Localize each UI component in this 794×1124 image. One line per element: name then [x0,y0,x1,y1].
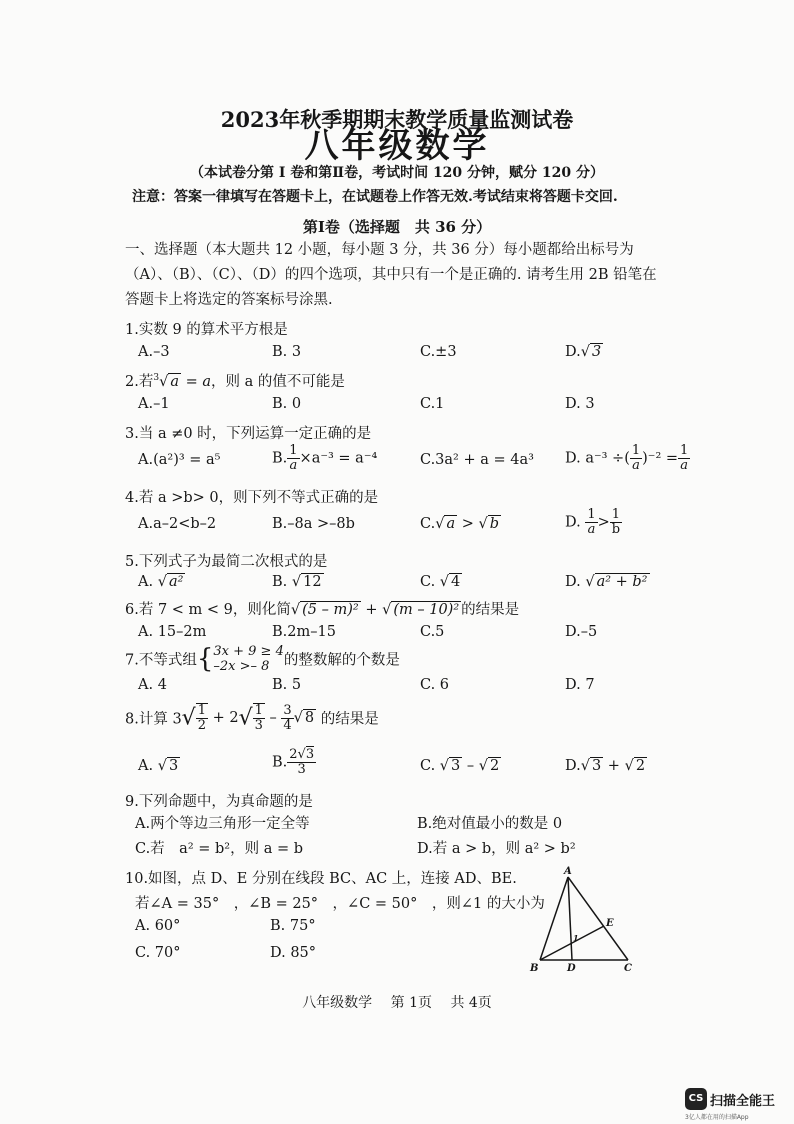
q2-stem-suffix: ，则 a 的值不可能是 [211,374,345,390]
q2-eq: = a [180,374,211,390]
q2-option-c: C.1 [420,396,445,412]
q5-option-a [138,574,185,590]
sqrt-sign: √ [238,705,253,731]
q8-d-radicand2: 2 [635,758,646,774]
page-footer: 八年级数学 第 1页 共 4页 [302,995,492,1011]
q4-option-c [420,516,501,532]
label-e: E [606,918,614,929]
sqrt-sign: √ (m – 10)² [382,602,460,618]
q7-stem-prefix: 7.不等式组 [125,652,197,669]
denominator: 3 [254,718,263,733]
numerator: 1 [587,507,596,522]
q6-option-d: D.–5 [565,624,598,640]
q3-d-fraction2 [678,444,690,473]
q4-c-op: > [457,516,479,532]
denominator: a [587,522,596,537]
q7-system [213,644,283,674]
q8-d-op: + [603,758,625,774]
q8-d-prefix: D. [565,758,581,774]
scanner-badge [685,1088,776,1121]
numerator: 1 [631,443,641,458]
q8-stem-suffix: 的结果是 [316,711,379,728]
q8-option-b [272,748,316,777]
q8-c-prefix: C. [420,758,440,774]
q6-plus: + [360,602,383,618]
q3-option-b [272,444,377,473]
q7-option-d: D. 7 [565,677,595,693]
q3-b-prefix: B. [272,450,288,467]
q1-d-radicand: 3 [591,344,602,360]
edge-ac [568,877,628,960]
q5-option-b [272,574,324,590]
sqrt-sign: √ 3 [439,758,461,774]
numerator: 3 [283,702,292,718]
q8-stem [125,703,379,733]
q3-d-fraction1 [630,444,642,473]
q2-option-d: D. 3 [565,396,595,412]
q7-line2: –2x >– 8 [213,659,270,674]
sqrt-sign: √ 2 [624,758,646,774]
q8-radicand3: 8 [304,710,315,726]
q5-a-prefix: A. [138,574,158,590]
q8-option-c [420,758,501,774]
q4-stem: 4.若 a >b> 0，则下列不等式正确的是 [125,490,379,506]
sqrt-sign: √ 3 [580,344,602,360]
q6-radicand2: (m – 10)² [393,602,460,618]
sqrt-sign: √ (5 – m)² [290,602,359,618]
q8-b-fraction [287,748,316,777]
part1-title: 第Ⅰ卷（选择题 共 36 分） [302,218,492,236]
q8-a-radicand: 3 [168,758,179,774]
sqrt-sign: √ a [159,374,179,390]
exam-title: 2023年秋季期期末教学质量监测试卷 [220,107,574,132]
q2-stem [125,370,345,391]
q1-option-c: C.±3 [420,344,457,360]
scanner-name: 扫描全能王 [710,1093,776,1109]
denominator: a [289,458,298,473]
numerator: 1 [680,443,689,458]
brace-icon: { [196,644,214,674]
q7-stem-suffix: 的整数解的个数是 [283,652,400,669]
q8-c-op: – [462,758,479,774]
q8-a-prefix: A. [138,758,158,774]
q2-stem-prefix: 2.若 [125,374,154,390]
q10-stem-line1: 10.如图，点 D、E 分别在线段 BC、AC 上，连接 AD、BE. [125,871,517,887]
q8-option-d [565,758,647,774]
q7-option-a: A. 4 [138,677,167,693]
q5-option-d [565,574,650,590]
sqrt-sign: √ [181,705,196,731]
q4-d-fraction1 [585,508,597,537]
q6-radicand1: (5 – m)² [302,602,359,618]
q6-stem-suffix: 的结果是 [461,602,520,618]
q7-stem [125,644,400,674]
q5-c-radicand: 4 [451,574,461,590]
sqrt-sign: √3 [297,747,315,762]
scanner-tagline: 3亿人都在用的扫描App [685,1114,749,1121]
q5-a-radicand: a² [168,574,184,590]
q8-b-prefix: B. [272,754,288,771]
label-d: D [567,963,576,974]
q6-option-b: B.2m–15 [272,624,336,640]
q8-c-radicand1: 3 [451,758,461,774]
q10-option-b: B. 75° [270,918,316,934]
sqrt-sign: √ a² + b² [585,574,648,590]
numerator: 1 [610,508,622,523]
q7-option-c: C. 6 [420,677,450,693]
q6-option-a: A. 15–2m [138,624,207,640]
q10-triangle-figure [520,860,650,978]
numerator: 1 [254,703,263,718]
q8-fraction3 [281,704,293,733]
q4-d-prefix: D. [565,514,581,531]
q5-b-prefix: B. [272,574,292,590]
q3-stem: 3.当 a ≠0 时，下列运算一定正确的是 [125,426,372,442]
q10-option-c: C. 70° [135,945,181,961]
q3-b-rest: ×a⁻³ = a⁻⁴ [299,450,378,467]
denominator: 3 [297,762,306,777]
sqrt-sign: √ a [435,516,456,532]
scanner-logo-icon: CS [685,1088,707,1110]
q1-d-prefix: D. [565,344,581,360]
numerator: 1 [289,443,298,458]
q4-option-d [565,508,622,537]
q4-option-a: A.a–2<b–2 [138,516,217,532]
exam-subtitle: （本试卷分第 I 卷和第Ⅱ卷，考试时间 120 分钟，赋分 120 分） [189,165,605,181]
q8-b-num-radicand: 3 [305,747,315,762]
sqrt-sign: √ 2 [478,758,500,774]
q2-root-index: 3 [153,373,160,384]
q8-mid1: + 2 [207,710,239,726]
q3-option-a: A.(a²)³ = a⁵ [138,452,221,468]
q9-option-a: A.两个等边三角形一定全等 [135,816,310,832]
q5-b-radicand: 12 [303,574,322,590]
q3-d-prefix: D. a⁻³ ÷( [565,450,630,467]
q4-option-b: B.–8a >–8b [272,516,355,532]
q6-stem-prefix: 6.若 7 < m < 9，则化简 [125,602,291,618]
q5-option-c [420,574,462,590]
sqrt-sign: √ 12 [291,574,322,590]
denominator: b [611,522,621,537]
sqrt-sign: √ a² [157,574,184,590]
q8-fraction2 [253,703,265,733]
q8-stem-prefix: 8.计算 3 [125,711,182,728]
q5-d-prefix: D. [565,574,586,590]
sqrt-sign: √ 3 [580,758,602,774]
section-instruction: 一、选择题（本大题共 12 小题，每小题 3 分，共 36 分）每小题都给出标号为（A）、（B）、（C）、（D）的四个选项，其中只有一个是正确的. 请考生用 2B 铅笔在答题卡上将选定的答案标号涂黑. [125,242,657,308]
q3-b-fraction [287,444,299,473]
exam-notice: 注意：答案一律填写在答题卡上，在试题卷上作答无效.考试结束将答题卡交回. [132,189,618,205]
q8-b-num-coef: 2 [289,747,298,762]
q5-stem: 5.下列式子为最简二次根式的是 [125,554,328,570]
denominator: 2 [197,718,206,733]
q1-stem: 1.实数 9 的算术平方根是 [125,322,288,338]
q3-d-mid: )⁻² = [642,450,679,467]
q8-option-a [138,758,180,774]
q4-d-op: > [597,514,610,531]
denominator: a [632,458,640,473]
q8-c-radicand2: 2 [490,758,500,774]
q10-option-d: D. 85° [270,945,317,961]
sqrt-sign: √ 8 [293,710,315,726]
q8-fraction1 [196,703,208,733]
denominator: 4 [283,717,292,733]
q9-option-c: C.若 a² = b²，则 a = b [135,841,304,857]
q9-option-b: B.绝对值最小的数是 0 [417,816,563,832]
q1-option-b: B. 3 [272,344,302,360]
q4-c-prefix: C. [420,516,436,532]
q7-line1: 3x + 9 ≥ 4 [213,644,284,659]
denominator: a [680,458,689,473]
sqrt-sign: √ 4 [439,574,461,590]
q4-c-radicand1: a [446,516,456,532]
label-a: A [564,866,572,877]
q3-option-d [565,444,690,473]
subject-title: 八年级数学 [304,126,490,166]
q6-stem [125,598,519,619]
sqrt-sign: √ 3 [157,758,179,774]
q1-option-a: A.–3 [138,344,170,360]
q5-d-radicand: a² + b² [596,574,648,590]
q9-option-d: D.若 a > b，则 a² > b² [417,841,576,857]
q3-option-c: C.3a² + a = 4a³ [420,452,534,468]
q8-mid2: – [264,710,282,726]
q2-option-a: A.–1 [138,396,170,412]
q5-c-prefix: C. [420,574,440,590]
q8-d-radicand1: 3 [591,758,602,774]
q1-option-d [565,344,603,360]
q9-stem: 9.下列命题中，为真命题的是 [125,794,313,810]
q10-option-a: A. 60° [135,918,181,934]
q7-option-b: B. 5 [272,677,302,693]
q4-c-radicand2: b [489,516,500,532]
segment-ad [568,877,572,960]
numerator [287,748,316,763]
label-c: C [624,963,632,974]
label-angle-1: 1 [573,933,579,943]
numerator: 1 [197,703,206,718]
q2-option-b: B. 0 [272,396,302,412]
label-b: B [530,963,539,974]
q4-d-fraction2 [610,508,622,537]
q2-radicand: a [170,374,179,390]
q6-option-c: C.5 [420,624,445,640]
sqrt-sign: √ b [478,516,500,532]
q10-stem-line2: 若∠A = 35° ，∠B = 25° ，∠C = 50° ，则∠1 的大小为 [135,896,545,912]
